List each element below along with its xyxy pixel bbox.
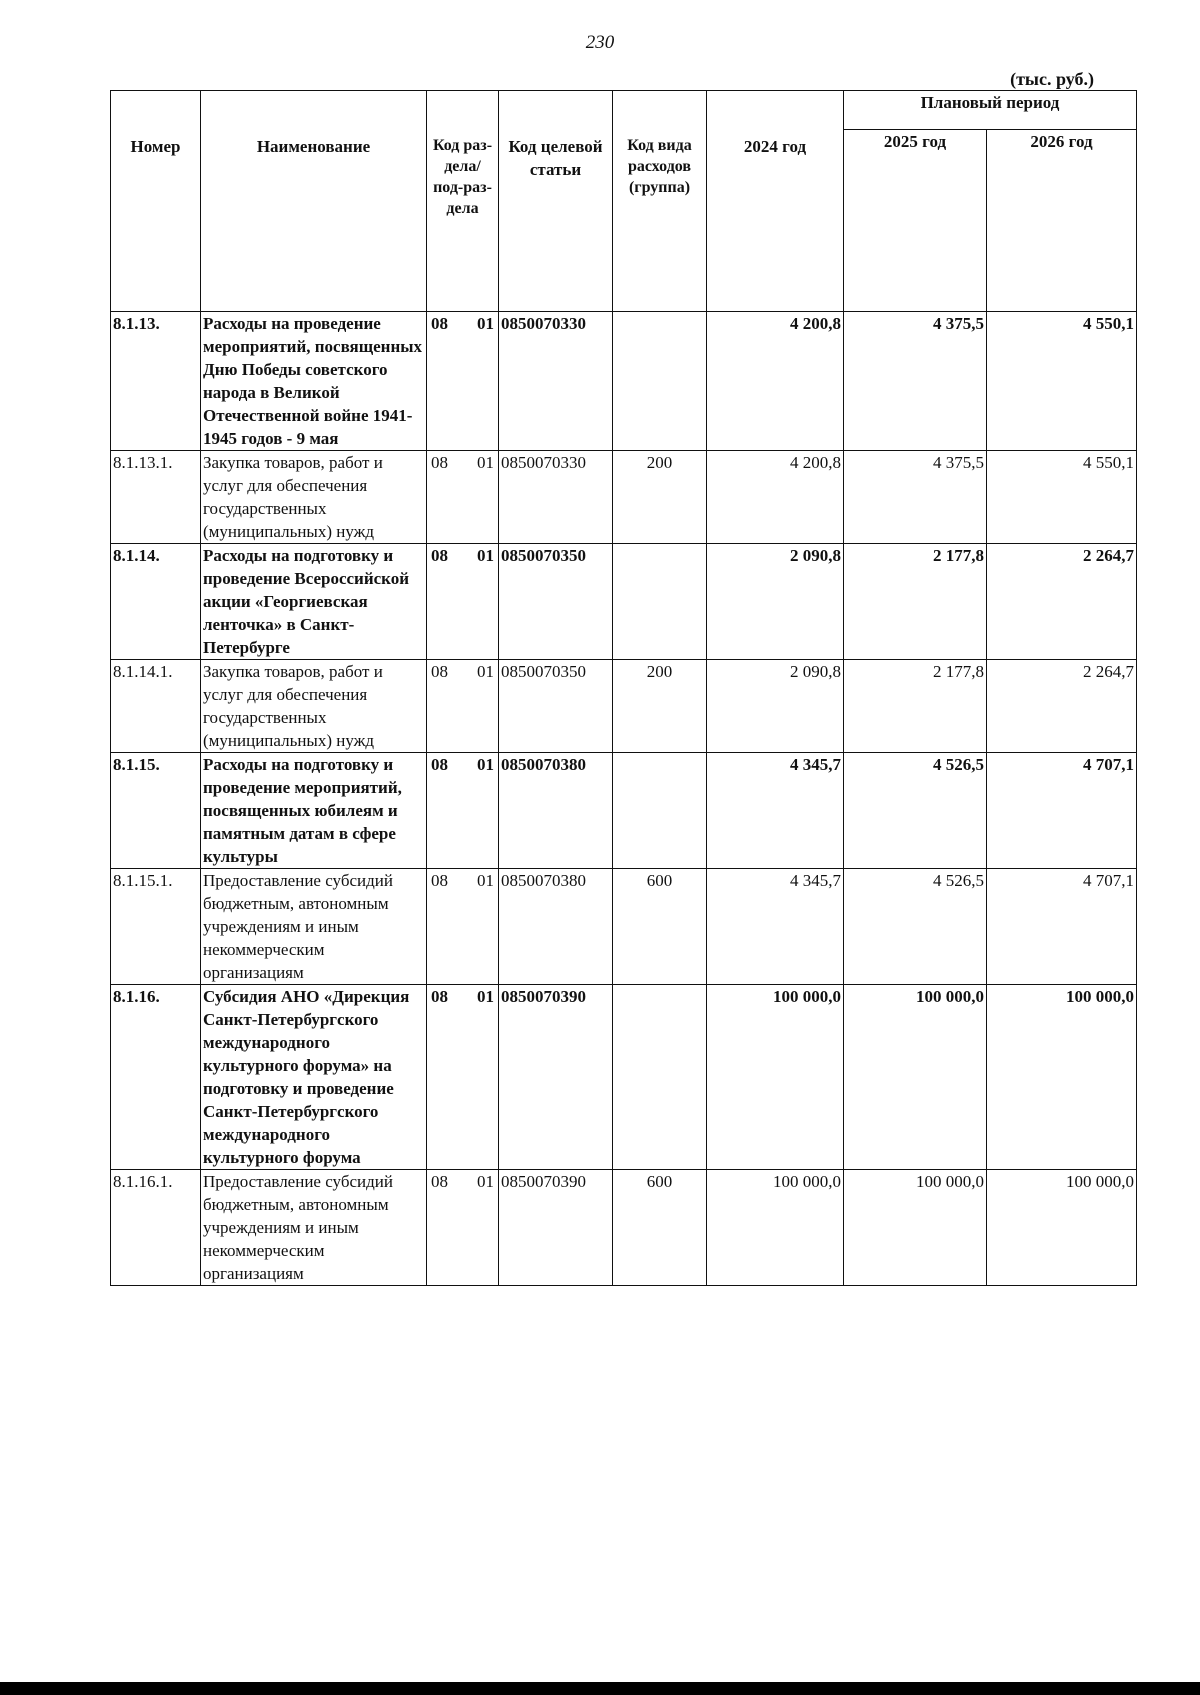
header-target-code: Код целевой статьи [499,91,613,312]
row-subsection: 01 [477,987,494,1006]
row-number: 8.1.15.1. [111,869,201,985]
row-name: Расходы на проведение мероприятий, посвященных Дню Победы советского народа в Великой Отечественной войне 1941-1945 годов - 9 мая [201,312,427,451]
header-2026: 2026 год [987,130,1137,312]
row-target-code: 0850070350 [499,660,613,753]
table-row [111,1170,1137,1286]
header-planning-period: Плановый период [844,91,1137,130]
row-name: Расходы на подготовку и проведение Всероссийской акции «Георгиевская ленточка» в Санкт-Петербурге [201,544,427,660]
row-section-code [427,753,499,869]
row-section: 08 [431,755,448,774]
row-number: 8.1.13. [111,312,201,451]
row-name: Предоставление субсидий бюджетным, автономным учреждениям и иным некоммерческим организациям [201,1170,427,1286]
row-value-2024: 4 200,8 [707,312,844,451]
row-value-2025: 4 526,5 [844,869,987,985]
row-value-2025: 4 375,5 [844,312,987,451]
row-value-2026: 4 707,1 [987,753,1137,869]
row-target-code: 0850070390 [499,985,613,1170]
row-number: 8.1.14. [111,544,201,660]
row-value-2026: 4 550,1 [987,312,1137,451]
row-value-2026: 2 264,7 [987,660,1137,753]
row-number: 8.1.16. [111,985,201,1170]
row-value-2025: 100 000,0 [844,985,987,1170]
row-name: Субсидия АНО «Дирекция Санкт-Петербургского международного культурного форума» на подготовку и проведение Санкт-Петербургского международного культурного форума [201,985,427,1170]
row-section-code [427,869,499,985]
row-value-2025: 4 375,5 [844,451,987,544]
table-row [111,312,1137,451]
row-value-2025: 2 177,8 [844,544,987,660]
row-value-2024: 100 000,0 [707,1170,844,1286]
row-value-2024: 2 090,8 [707,544,844,660]
row-section: 08 [431,314,448,333]
row-name: Расходы на подготовку и проведение мероприятий, посвященных юбилеям и памятным датам в сфере культуры [201,753,427,869]
row-value-2026: 4 707,1 [987,869,1137,985]
page-number: 230 [585,32,615,53]
row-subsection: 01 [477,546,494,565]
row-value-2026: 100 000,0 [987,985,1137,1170]
header-2024: 2024 год [707,91,844,312]
row-value-2025: 100 000,0 [844,1170,987,1286]
row-section: 08 [431,453,448,472]
row-section: 08 [431,1172,448,1191]
row-target-code: 0850070330 [499,451,613,544]
row-name: Закупка товаров, работ и услуг для обеспечения государственных (муниципальных) нужд [201,660,427,753]
row-expense-type: 200 [613,660,707,753]
header-name: Наименование [201,91,427,312]
row-expense-type: 600 [613,1170,707,1286]
row-section: 08 [431,987,448,1006]
row-section-code [427,312,499,451]
table-row [111,869,1137,985]
header-expense-type: Код вида расходов (группа) [613,91,707,312]
scan-edge [0,1682,1200,1695]
header-number: Номер [111,91,201,312]
row-section: 08 [431,871,448,890]
row-name: Предоставление субсидий бюджетным, автономным учреждениям и иным некоммерческим организациям [201,869,427,985]
row-value-2026: 4 550,1 [987,451,1137,544]
row-value-2024: 4 345,7 [707,869,844,985]
row-expense-type [613,753,707,869]
row-section-code [427,544,499,660]
table-row [111,753,1137,869]
row-number: 8.1.15. [111,753,201,869]
row-value-2024: 4 200,8 [707,451,844,544]
row-section-code [427,660,499,753]
row-expense-type [613,985,707,1170]
row-value-2026: 100 000,0 [987,1170,1137,1286]
row-subsection: 01 [477,314,494,333]
header-2025: 2025 год [844,130,987,312]
row-subsection: 01 [477,453,494,472]
table-row [111,660,1137,753]
units-label: (тыс. руб.) [1010,69,1094,89]
row-target-code: 0850070390 [499,1170,613,1286]
row-section-code [427,451,499,544]
row-section: 08 [431,662,448,681]
row-subsection: 01 [477,755,494,774]
row-target-code: 0850070380 [499,753,613,869]
row-number: 8.1.13.1. [111,451,201,544]
header-section-code: Код раз-дела/ под-раз-дела [427,91,499,312]
row-target-code: 0850070330 [499,312,613,451]
row-name: Закупка товаров, работ и услуг для обеспечения государственных (муниципальных) нужд [201,451,427,544]
row-expense-type [613,312,707,451]
row-value-2026: 2 264,7 [987,544,1137,660]
table-row [111,451,1137,544]
row-value-2024: 2 090,8 [707,660,844,753]
row-section-code [427,985,499,1170]
row-subsection: 01 [477,662,494,681]
row-value-2025: 2 177,8 [844,660,987,753]
table-row [111,985,1137,1170]
table-row [111,544,1137,660]
row-target-code: 0850070380 [499,869,613,985]
budget-table [110,90,1137,1286]
row-value-2025: 4 526,5 [844,753,987,869]
row-subsection: 01 [477,1172,494,1191]
row-expense-type [613,544,707,660]
row-value-2024: 100 000,0 [707,985,844,1170]
row-target-code: 0850070350 [499,544,613,660]
row-section: 08 [431,546,448,565]
row-expense-type: 600 [613,869,707,985]
row-expense-type: 200 [613,451,707,544]
row-value-2024: 4 345,7 [707,753,844,869]
row-number: 8.1.16.1. [111,1170,201,1286]
row-number: 8.1.14.1. [111,660,201,753]
row-section-code [427,1170,499,1286]
row-subsection: 01 [477,871,494,890]
